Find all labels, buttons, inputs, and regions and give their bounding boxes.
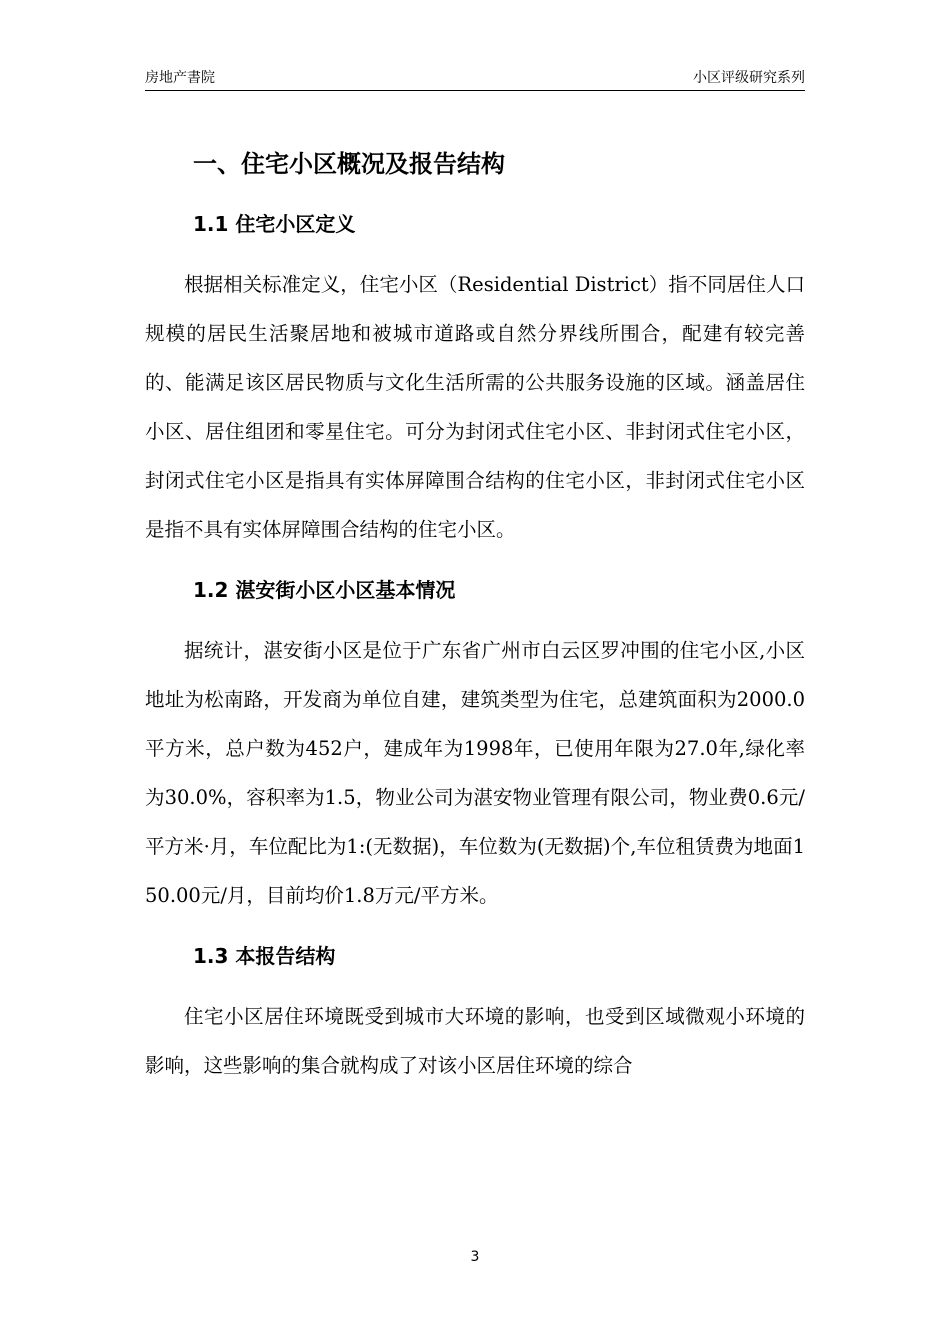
section-paragraph-1-3: 住宅小区居住环境既受到城市大环境的影响，也受到区域微观小环境的影响，这些影响的集合就构成了对该小区居住环境的综合 <box>145 1005 805 1077</box>
section-heading-1-2: 1.2 湛安街小区小区基本情况 <box>193 578 456 602</box>
header-series-title: 小区评级研究系列 <box>693 70 805 86</box>
header-publisher: 房地产書院 <box>145 70 215 86</box>
section-paragraph-1-2: 据统计，湛安街小区是位于广东省广州市白云区罗冲围的住宅小区,小区地址为松南路，开发商为单位自建，建筑类型为住宅，总建筑面积为2000.0平方米，总户数为452户，建成年为1998年，已使用年限为27.0年,绿化率为30.0%，容积率为1.5，物业公司为湛安物业管理有限公司，物业费0.6元/平方米·月，车位配比为1:(无数据)，车位数为(无数据)个,车位租赁费为地面150.00元/月，目前均价1.8万元/平方米。 <box>145 639 805 907</box>
document-body <box>145 140 805 1090</box>
page-header <box>145 66 805 91</box>
section-paragraph-1-1: 根据相关标准定义，住宅小区（Residential District）指不同居住人口规模的居民生活聚居地和被城市道路或自然分界线所围合，配建有较完善的、能满足该区居民物质与文化生活所需的公共服务设施的区域。涵盖居住小区、居住组团和零星住宅。可分为封闭式住宅小区、非封闭式住宅小区，封闭式住宅小区是指具有实体屏障围合结构的住宅小区，非封闭式住宅小区是指不具有实体屏障围合结构的住宅小区。 <box>145 273 805 541</box>
page-number: 3 <box>470 1249 480 1265</box>
chapter-title: 一、住宅小区概况及报告结构 <box>193 150 505 178</box>
section-heading-1-3: 1.3 本报告结构 <box>193 944 336 968</box>
section-heading-1-1: 1.1 住宅小区定义 <box>193 212 356 236</box>
